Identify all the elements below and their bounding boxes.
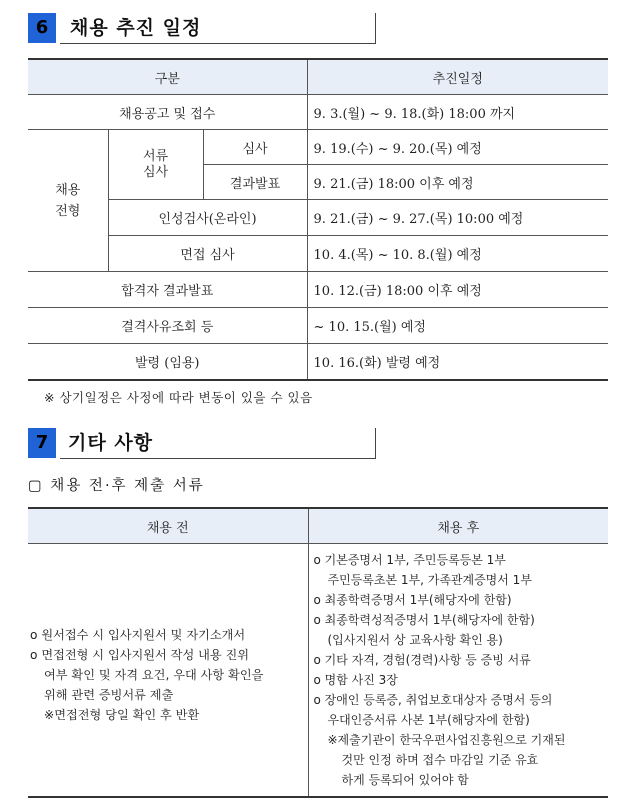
row-date: 9. 21.(금) ~ 9. 27.(목) 10:00 예정	[307, 200, 608, 236]
section-title: 기타 사항	[68, 432, 154, 454]
row-label: 심사	[203, 130, 307, 165]
row-label: 결과발표	[203, 165, 307, 200]
doc-label-line: 서류	[142, 148, 169, 164]
section-rule	[375, 13, 376, 44]
section-underline	[60, 458, 376, 459]
row-label: 발령 (임용)	[28, 344, 307, 380]
table-row	[28, 200, 608, 236]
list-item: o 기본증명서 1부, 주민등록등본 1부	[313, 552, 506, 567]
list-item: 하게 등록되어 있어야 함	[341, 772, 469, 787]
section-rule	[375, 428, 376, 459]
row-label: 결격사유조회 등	[28, 308, 307, 344]
schedule-note: ※ 상기일정은 사정에 따라 변동이 있을 수 있음	[44, 390, 313, 405]
header-before: 채용 전	[28, 508, 308, 544]
list-item: 여부 확인 및 자격 요건, 우대 사항 확인을	[44, 667, 264, 682]
row-label: 채용공고 및 접수	[28, 95, 307, 130]
list-item: o 최종학력증명서 1부(해당자에 한함)	[313, 592, 512, 607]
table-row	[28, 308, 608, 344]
table-row	[28, 344, 608, 380]
after-docs-cell	[308, 544, 608, 797]
section-title: 채용 추진 일정	[70, 17, 202, 39]
section-number: 6	[28, 13, 56, 43]
row-label: 합격자 결과발표	[28, 272, 307, 308]
row-date: ~ 10. 15.(월) 예정	[307, 308, 608, 344]
list-item: ※제출기관이 한국우편사업진흥원으로 기재된	[327, 732, 566, 747]
list-item: (입사지원서 상 교육사항 확인 용)	[327, 632, 503, 647]
list-item: 주민등록초본 1부, 가족관계증명서 1부	[327, 572, 532, 587]
table-header-row	[28, 508, 608, 544]
subsection-title: ▢ 채용 전·후 제출 서류	[28, 478, 205, 494]
header-after: 채용 후	[308, 508, 608, 544]
table-row	[28, 272, 608, 308]
header-category: 구분	[28, 59, 307, 95]
list-item: o 명함 사진 3장	[313, 672, 398, 687]
before-docs-cell	[28, 544, 308, 797]
list-item: 것만 인정 하며 접수 마감일 기준 유효	[341, 752, 539, 767]
section-6-header	[28, 13, 378, 43]
table-row	[28, 236, 608, 272]
list-item: o 기타 자격, 경험(경력)사항 등 증빙 서류	[313, 652, 531, 667]
doc-review-label	[108, 130, 203, 200]
section-7-header	[28, 428, 378, 458]
list-item: 우대인증서류 사본 1부(해당자에 한함)	[327, 712, 530, 727]
list-item: o 원서접수 시 입사지원서 및 자기소개서	[30, 627, 246, 642]
list-item: o 최종학력성적증명서 1부(해당자에 한함)	[313, 612, 535, 627]
schedule-table	[28, 58, 608, 381]
row-label: 인성검사(온라인)	[108, 200, 307, 236]
row-label: 면접 심사	[108, 236, 307, 272]
documents-table	[28, 507, 608, 798]
table-row	[28, 95, 608, 130]
table-header-row	[28, 59, 608, 95]
row-date: 9. 3.(월) ~ 9. 18.(화) 18:00 까지	[307, 95, 608, 130]
row-date: 10. 12.(금) 18:00 이후 예정	[307, 272, 608, 308]
section-underline	[60, 43, 376, 44]
list-item: o 장애인 등록증, 취업보호대상자 증명서 등의	[313, 692, 553, 707]
row-date: 10. 16.(화) 발령 예정	[307, 344, 608, 380]
row-date: 9. 19.(수) ~ 9. 20.(목) 예정	[307, 130, 608, 165]
group-label-line: 채용	[55, 182, 81, 198]
section-number: 7	[28, 428, 56, 458]
list-item: o 면접전형 시 입사지원서 작성 내용 진위	[30, 647, 250, 662]
header-schedule: 추진일정	[307, 59, 608, 95]
list-item: ※면접전형 당일 확인 후 반환	[44, 707, 200, 722]
table-row	[28, 130, 608, 165]
group-label-line: 전형	[55, 203, 81, 219]
table-row	[28, 544, 608, 797]
list-item: 위해 관련 증빙서류 제출	[44, 687, 174, 702]
row-date: 10. 4.(목) ~ 10. 8.(월) 예정	[307, 236, 608, 272]
doc-label-line: 심사	[142, 164, 169, 180]
group-label	[28, 130, 108, 272]
row-date: 9. 21.(금) 18:00 이후 예정	[307, 165, 608, 200]
